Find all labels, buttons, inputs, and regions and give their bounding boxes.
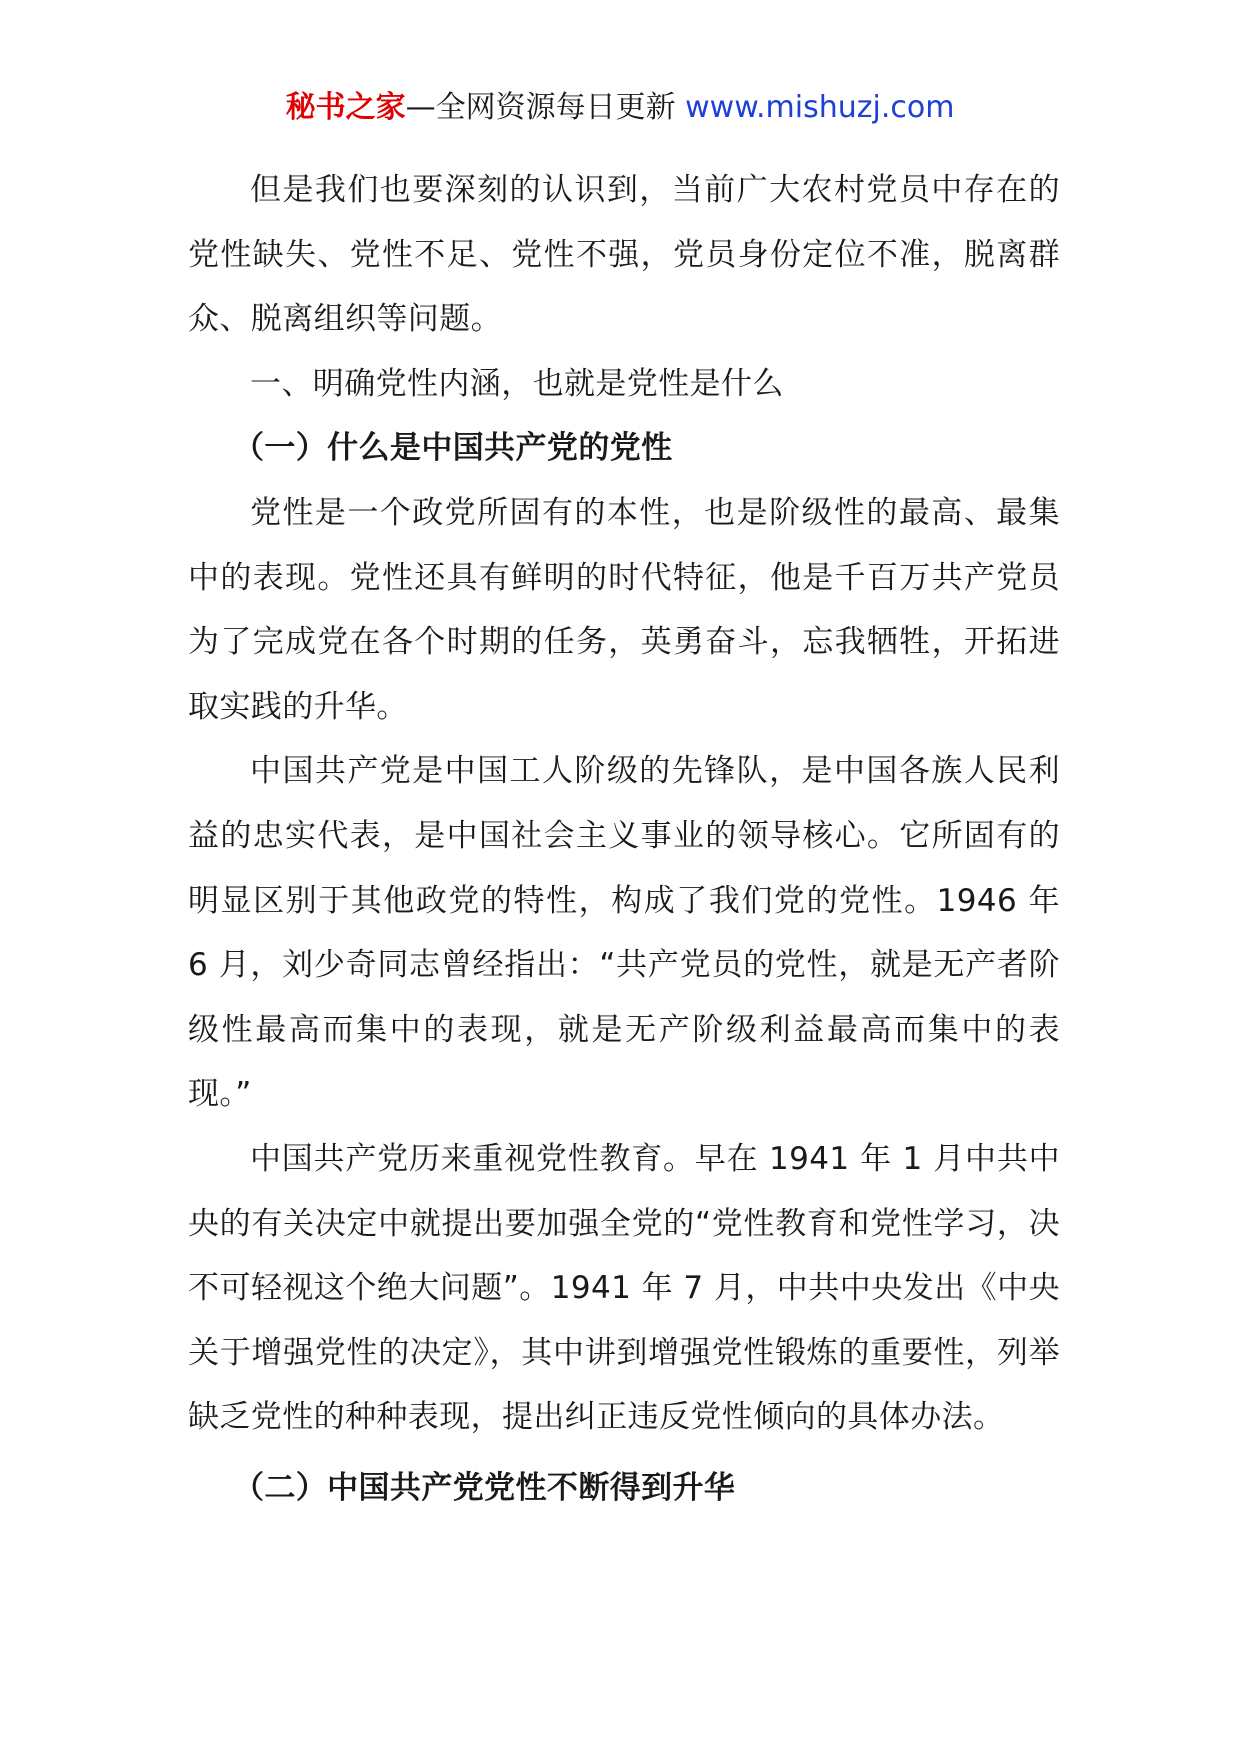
page-header	[0, 88, 1240, 128]
paragraph-education: 中国共产党历来重视党性教育。早在 1941 年 1 月中共中央的有关决定中就提出要加强全党的“党性教育和党性学习，决不可轻视这个绝大问题”。1941 年 7 月，中共中央发出《中央关于增强党性的决定》，其中讲到增强党性锻炼的重要性，列举缺乏党性的种种表现，提出纠正违反党性倾向的具体办法。	[188, 1140, 1060, 1436]
header-brand: 秘书之家	[285, 90, 406, 125]
subsection-title-2: （二）中国共产党党性不断得到升华	[232, 1469, 736, 1506]
header-tagline: —全网资源每日更新	[405, 90, 676, 125]
subsection-title-1: （一）什么是中国共产党的党性	[232, 430, 673, 467]
paragraph-intro: 但是我们也要深刻的认识到，当前广大农村党员中存在的党性缺失、党性不足、党性不强，党员身份定位不准，脱离群众、脱离组织等问题。	[188, 172, 1060, 338]
header-url-link[interactable]: www.mishuzj.com	[685, 90, 955, 125]
document-body	[188, 158, 1060, 1520]
paragraph-party-nature: 党性是一个政党所固有的本性，也是阶级性的最高、最集中的表现。党性还具有鲜明的时代特征，他是千百万共产党员为了完成党在各个时期的任务，英勇奋斗，忘我牺牲，开拓进取实践的升华。	[188, 494, 1060, 725]
section-title-1: 一、明确党性内涵，也就是党性是什么	[250, 365, 784, 402]
paragraph-vanguard: 中国共产党是中国工人阶级的先锋队，是中国各族人民利益的忠实代表，是中国社会主义事业的领导核心。它所固有的明显区别于其他政党的特性，构成了我们党的党性。1946 年 6 月，刘少奇同志曾经指出：“共产党员的党性，就是无产者阶级性最高而集中的表现，就是无产阶级利益最高而集中的表现。”	[188, 753, 1060, 1113]
